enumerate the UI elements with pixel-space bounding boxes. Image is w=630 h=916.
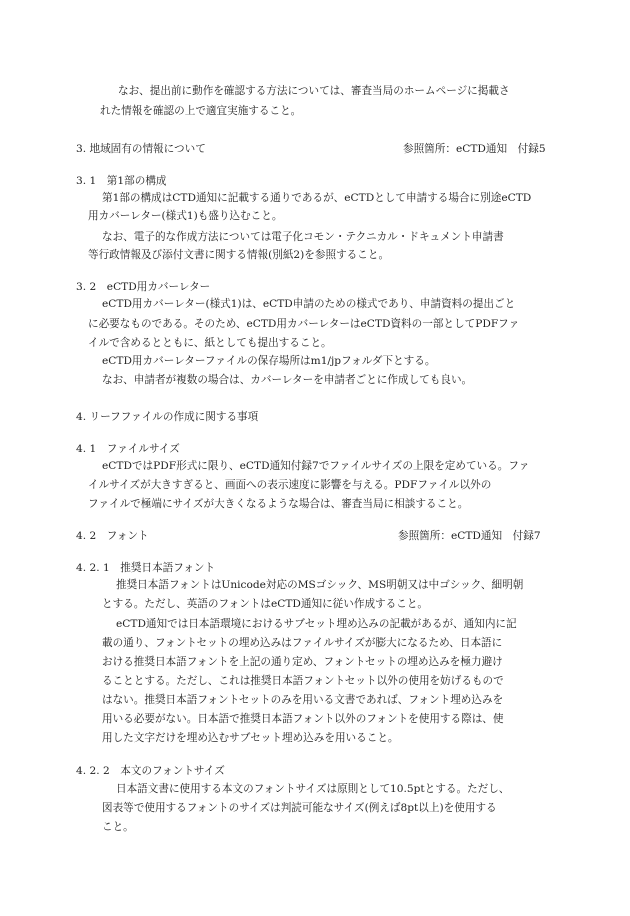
section-4-2-1-line-1: 推奨日本語フォントはUnicode対応のMSゴシック、MS明朝又は中ゴシック、細明朝 bbox=[116, 579, 524, 591]
section-4-1-line-2: イルサイズが大きすぎると、画面への表示速度に影響を与える。PDFファイル以外の bbox=[88, 479, 492, 491]
section-4-1-line-1: eCTDではPDF形式に限り、eCTD通知付録7でファイルサイズの上限を定めている。ファ bbox=[102, 460, 530, 472]
section-4-2-1-line-5: おける推奨日本語フォントを上記の通り定め、フォントセットの埋め込みを極力避け bbox=[102, 656, 503, 668]
section-3-1-line-2: 用カバーレター(様式1)も盛り込むこと。 bbox=[88, 210, 283, 222]
section-4-2-1-line-8: 用いる必要がない。日本語で推奨日本語フォント以外のフォントを使用する際は、使 bbox=[102, 713, 504, 725]
section-4-2-1-line-2: とする。ただし、英語のフォントはeCTD通知に従い作成すること。 bbox=[102, 598, 429, 610]
section-4-2-1-heading: 4. 2. 1 推奨日本語フォント bbox=[76, 562, 216, 574]
section-4-2-2-line-1: 日本語文書に使用する本文のフォントサイズは原則として10.5ptとする。ただし、 bbox=[116, 783, 510, 795]
section-3-1-line-4: 等行政情報及び添付文書に関する情報(別紙2)を参照すること。 bbox=[88, 249, 390, 261]
section-3-1-heading: 3. 1 第1部の構成 bbox=[76, 175, 167, 187]
intro-line-2: れた情報を確認の上で適宜実施すること。 bbox=[100, 105, 302, 117]
section-4-2-2-heading: 4. 2. 2 本文のフォントサイズ bbox=[76, 765, 225, 777]
section-3-2-line-3: イルで含めるとともに、紙としても提出すること。 bbox=[88, 337, 332, 349]
section-3-1-line-3: なお、電子的な作成方法については電子化コモン・テクニカル・ドキュメント申請書 bbox=[102, 231, 504, 243]
section-4-2-2-line-2: 図表等で使用するフォントのサイズは判読可能なサイズ(例えば8pt以上)を使用する bbox=[102, 802, 497, 814]
section-4-2-1-line-6: ることとする。ただし、これは推奨日本語フォントセット以外の使用を妨げるもので bbox=[102, 675, 504, 687]
section-3-reference: 参照箇所：eCTD通知 付録5 bbox=[403, 143, 546, 155]
section-4-1-line-3: ファイルで極端にサイズが大きくなるような場合は、審査当局に相談すること。 bbox=[88, 498, 469, 510]
section-3-2-line-4: eCTD用カバーレターファイルの保存場所はm1/jpフォルダ下とする。 bbox=[102, 355, 436, 367]
section-4-1-heading: 4. 1 ファイルサイズ bbox=[76, 443, 180, 455]
section-4-2-heading: 4. 2 フォント bbox=[76, 530, 149, 542]
section-3-2-line-1: eCTD用カバーレター(様式1)は、eCTD申請のための様式であり、申請資料の提出ごと bbox=[102, 298, 516, 310]
section-3-heading: 3. 地域固有の情報について bbox=[76, 143, 206, 155]
section-3-2-line-5: なお、申請者が複数の場合は、カバーレターを申請者ごとに作成しても良い。 bbox=[102, 374, 473, 386]
section-3-2-line-2: に必要なものである。そのため、eCTD用カバーレターはeCTD資料の一部としてPDFファ bbox=[88, 318, 520, 330]
section-4-2-1-line-9: 用した文字だけを埋め込むサブセット埋め込みを用いること。 bbox=[102, 732, 399, 744]
intro-line-1: なお、提出前に動作を確認する方法については、審査当局のホームページに掲載さ bbox=[118, 85, 510, 97]
section-3-2-heading: 3. 2 eCTD用カバーレター bbox=[76, 281, 211, 293]
section-4-heading: 4. リーフファイルの作成に関する事項 bbox=[76, 411, 259, 423]
section-4-2-reference: 参照箇所：eCTD通知 付録7 bbox=[398, 530, 541, 542]
section-4-2-2-line-3: こと。 bbox=[102, 821, 134, 833]
section-3-1-line-1: 第1部の構成はCTD通知に記載する通りであるが、eCTDとして申請する場合に別途eCTD bbox=[102, 192, 532, 204]
section-4-2-1-line-3: eCTD通知では日本語環境におけるサブセット埋め込みの記載があるが、通知内に記 bbox=[116, 618, 517, 630]
section-4-2-1-line-4: 載の通り、フォントセットの埋め込みはファイルサイズが膨大になるため、日本語に bbox=[102, 637, 503, 649]
section-4-2-1-line-7: はない。推奨日本語フォントセットのみを用いる文書であれば、フォント埋め込みを bbox=[102, 694, 504, 706]
